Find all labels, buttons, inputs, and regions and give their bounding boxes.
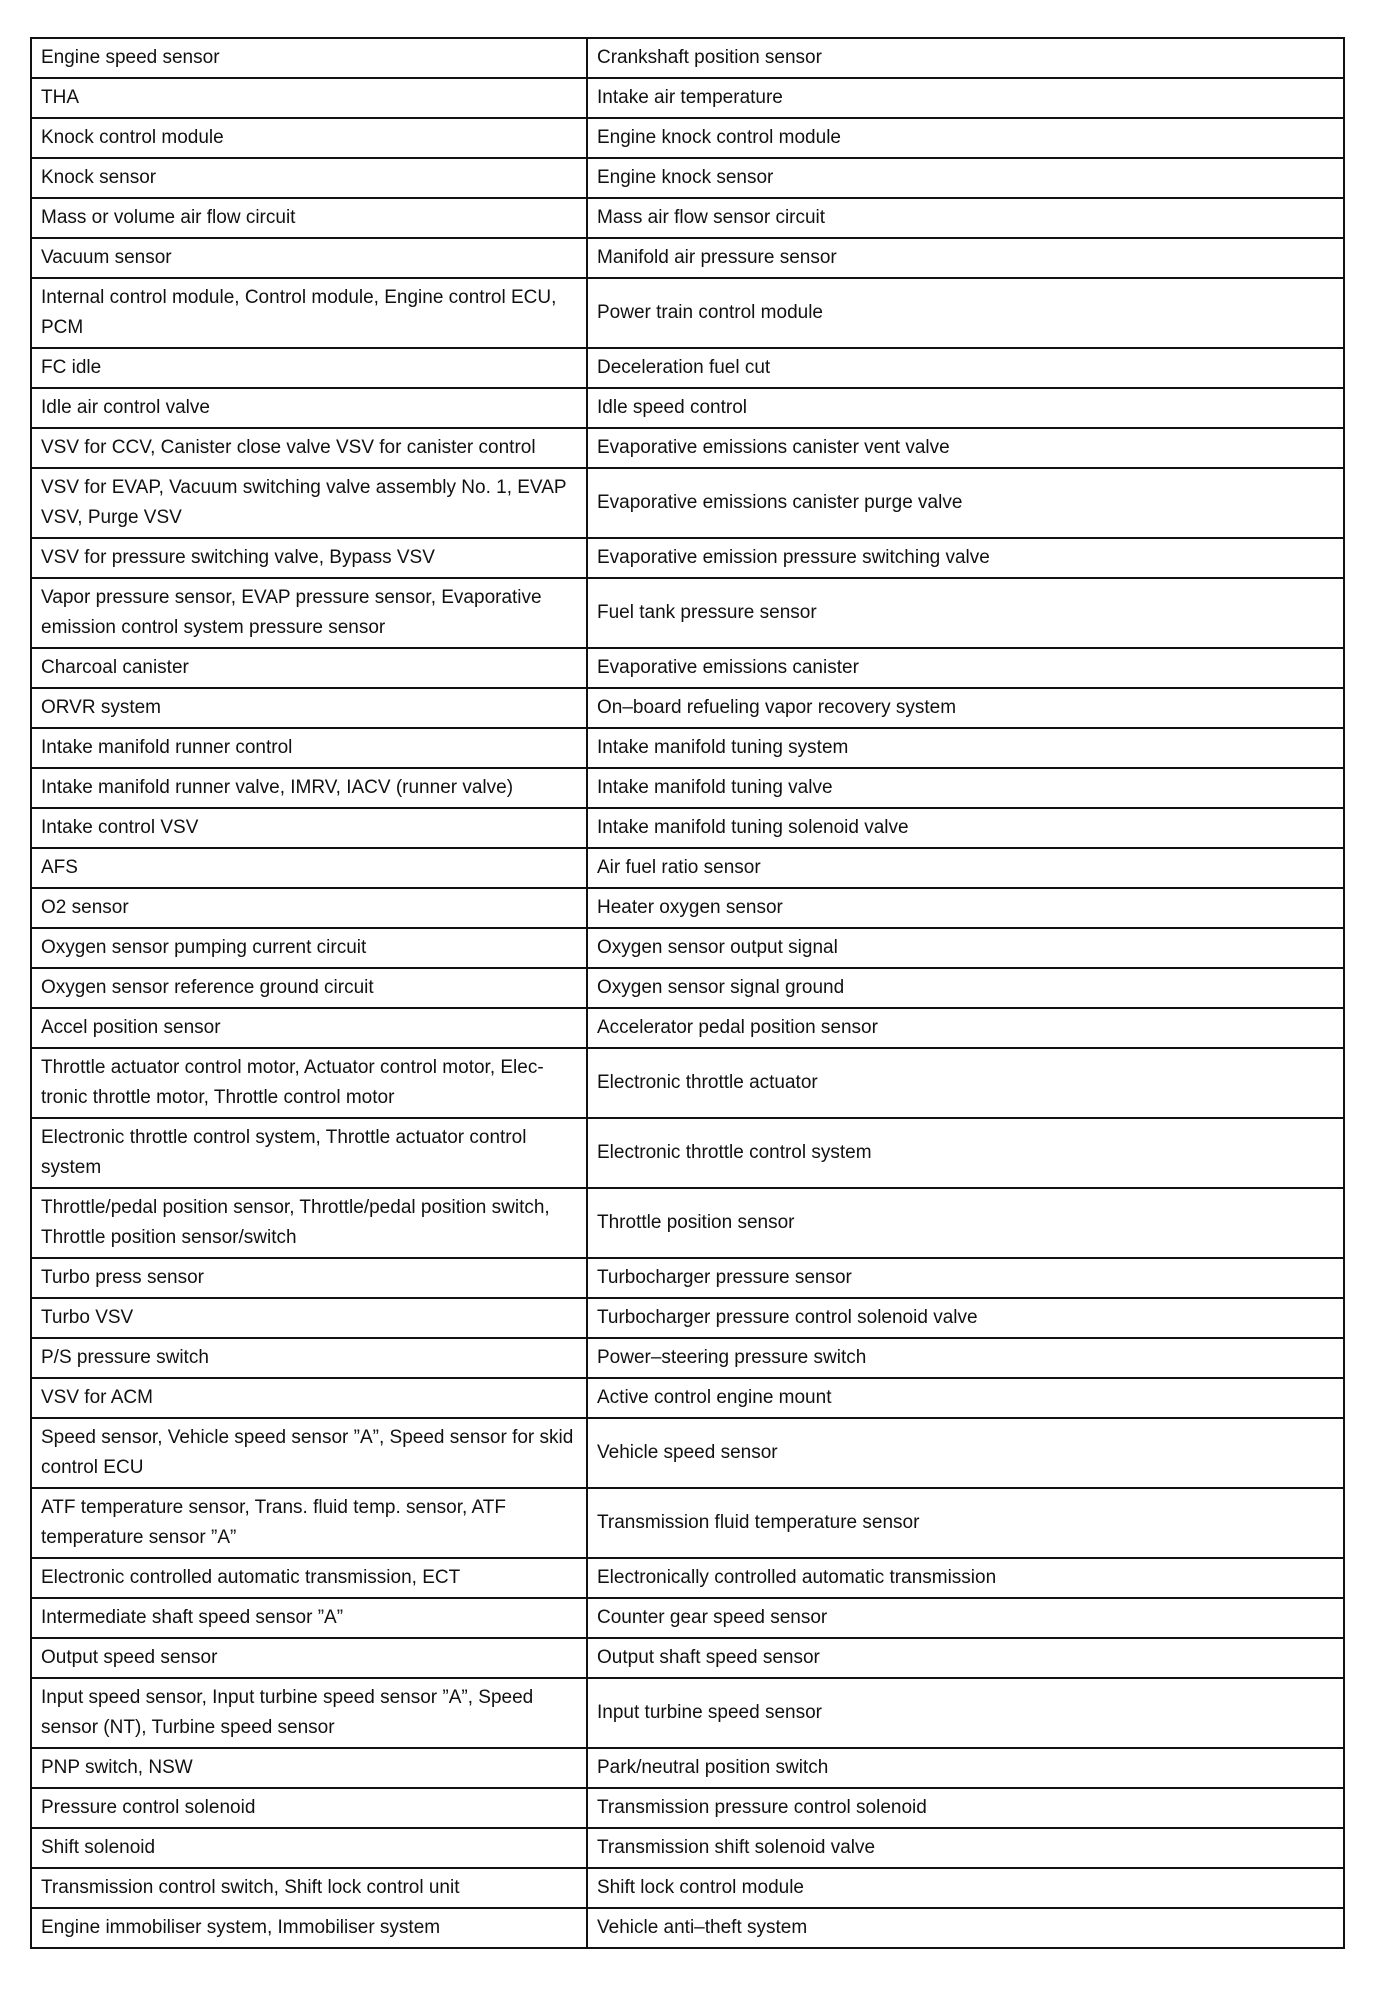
standard-term-cell: Electronic throttle control system (587, 1118, 1344, 1188)
table-row (31, 118, 1344, 158)
table-row (31, 238, 1344, 278)
table-row (31, 1298, 1344, 1338)
table-row (31, 768, 1344, 808)
term-cell: VSV for pressure switching valve, Bypass VSV (31, 538, 587, 578)
standard-term-cell: Engine knock sensor (587, 158, 1344, 198)
table-row (31, 388, 1344, 428)
term-cell: VSV for CCV, Canister close valve VSV for canister control (31, 428, 587, 468)
table-row (31, 968, 1344, 1008)
term-cell: ORVR system (31, 688, 587, 728)
term-cell: Throttle/pedal position sensor, Throttle/pedal position switch, Throttle position sensor/switch (31, 1188, 587, 1258)
standard-term-cell: Air fuel ratio sensor (587, 848, 1344, 888)
standard-term-cell: Turbocharger pressure control solenoid valve (587, 1298, 1344, 1338)
standard-term-cell: Electronic throttle actuator (587, 1048, 1344, 1118)
standard-term-cell: Intake manifold tuning valve (587, 768, 1344, 808)
table-row (31, 1868, 1344, 1908)
table-row (31, 1678, 1344, 1748)
standard-term-cell: Shift lock control module (587, 1868, 1344, 1908)
standard-term-cell: Power–steering pressure switch (587, 1338, 1344, 1378)
standard-term-cell: Crankshaft position sensor (587, 38, 1344, 78)
standard-term-cell: Transmission pressure control solenoid (587, 1788, 1344, 1828)
table-row (31, 1118, 1344, 1188)
standard-term-cell: On–board refueling vapor recovery system (587, 688, 1344, 728)
term-cell: Internal control module, Control module, Engine control ECU, PCM (31, 278, 587, 348)
standard-term-cell: Electronically controlled automatic transmission (587, 1558, 1344, 1598)
term-cell: P/S pressure switch (31, 1338, 587, 1378)
standard-term-cell: Mass air flow sensor circuit (587, 198, 1344, 238)
table-row (31, 1908, 1344, 1948)
standard-term-cell: Manifold air pressure sensor (587, 238, 1344, 278)
table-row (31, 1638, 1344, 1678)
table-row (31, 688, 1344, 728)
standard-term-cell: Active control engine mount (587, 1378, 1344, 1418)
table-row (31, 888, 1344, 928)
standard-term-cell: Counter gear speed sensor (587, 1598, 1344, 1638)
table-row (31, 278, 1344, 348)
table-row (31, 538, 1344, 578)
standard-term-cell: Fuel tank pressure sensor (587, 578, 1344, 648)
standard-term-cell: Oxygen sensor output signal (587, 928, 1344, 968)
standard-term-cell: Intake manifold tuning system (587, 728, 1344, 768)
term-cell: AFS (31, 848, 587, 888)
term-cell: Transmission control switch, Shift lock control unit (31, 1868, 587, 1908)
term-cell: Engine immobiliser system, Immobiliser system (31, 1908, 587, 1948)
table-row (31, 1558, 1344, 1598)
term-cell: Accel position sensor (31, 1008, 587, 1048)
term-cell: Knock control module (31, 118, 587, 158)
table-row (31, 1748, 1344, 1788)
table-row (31, 1048, 1344, 1118)
term-cell: Oxygen sensor reference ground circuit (31, 968, 587, 1008)
standard-term-cell: Evaporative emission pressure switching valve (587, 538, 1344, 578)
table-row (31, 1788, 1344, 1828)
table-row (31, 1378, 1344, 1418)
term-cell: Turbo VSV (31, 1298, 587, 1338)
table-row (31, 1258, 1344, 1298)
term-cell: Speed sensor, Vehicle speed sensor ”A”, Speed sensor for skid control ECU (31, 1418, 587, 1488)
standard-term-cell: Idle speed control (587, 388, 1344, 428)
table-row (31, 428, 1344, 468)
standard-term-cell: Turbocharger pressure sensor (587, 1258, 1344, 1298)
table-row (31, 808, 1344, 848)
table-row (31, 1338, 1344, 1378)
term-cell: Pressure control solenoid (31, 1788, 587, 1828)
term-cell: THA (31, 78, 587, 118)
standard-term-cell: Evaporative emissions canister vent valve (587, 428, 1344, 468)
term-cell: Output speed sensor (31, 1638, 587, 1678)
terminology-table (30, 37, 1345, 1949)
table-row (31, 198, 1344, 238)
table-row (31, 578, 1344, 648)
term-cell: Charcoal canister (31, 648, 587, 688)
term-cell: Intermediate shaft speed sensor ”A” (31, 1598, 587, 1638)
standard-term-cell: Accelerator pedal position sensor (587, 1008, 1344, 1048)
term-cell: O2 sensor (31, 888, 587, 928)
table-row (31, 1598, 1344, 1638)
standard-term-cell: Transmission fluid temperature sensor (587, 1488, 1344, 1558)
term-cell: Vacuum sensor (31, 238, 587, 278)
term-cell: Electronic throttle control system, Throttle actuator control system (31, 1118, 587, 1188)
standard-term-cell: Park/neutral position switch (587, 1748, 1344, 1788)
term-cell: Mass or volume air flow circuit (31, 198, 587, 238)
table-row (31, 1188, 1344, 1258)
standard-term-cell: Heater oxygen sensor (587, 888, 1344, 928)
term-cell: Knock sensor (31, 158, 587, 198)
table-row (31, 158, 1344, 198)
table-row (31, 38, 1344, 78)
standard-term-cell: Deceleration fuel cut (587, 348, 1344, 388)
term-cell: Intake manifold runner valve, IMRV, IACV (runner valve) (31, 768, 587, 808)
standard-term-cell: Input turbine speed sensor (587, 1678, 1344, 1748)
standard-term-cell: Intake manifold tuning solenoid valve (587, 808, 1344, 848)
standard-term-cell: Output shaft speed sensor (587, 1638, 1344, 1678)
standard-term-cell: Intake air temperature (587, 78, 1344, 118)
standard-term-cell: Transmission shift solenoid valve (587, 1828, 1344, 1868)
term-cell: Intake control VSV (31, 808, 587, 848)
standard-term-cell: Power train control module (587, 278, 1344, 348)
table-row (31, 1418, 1344, 1488)
standard-term-cell: Throttle position sensor (587, 1188, 1344, 1258)
table-row (31, 928, 1344, 968)
term-cell: Turbo press sensor (31, 1258, 587, 1298)
standard-term-cell: Vehicle anti–theft system (587, 1908, 1344, 1948)
table-row (31, 1008, 1344, 1048)
table-row (31, 1828, 1344, 1868)
term-cell: Idle air control valve (31, 388, 587, 428)
term-cell: PNP switch, NSW (31, 1748, 587, 1788)
term-cell: Intake manifold runner control (31, 728, 587, 768)
term-cell: FC idle (31, 348, 587, 388)
standard-term-cell: Vehicle speed sensor (587, 1418, 1344, 1488)
table-row (31, 468, 1344, 538)
term-cell: VSV for ACM (31, 1378, 587, 1418)
table-row (31, 648, 1344, 688)
term-cell: Oxygen sensor pumping current circuit (31, 928, 587, 968)
standard-term-cell: Engine knock control module (587, 118, 1344, 158)
standard-term-cell: Oxygen sensor signal ground (587, 968, 1344, 1008)
table-row (31, 728, 1344, 768)
term-cell: VSV for EVAP, Vacuum switching valve assembly No. 1, EVAP VSV, Purge VSV (31, 468, 587, 538)
term-cell: Throttle actuator control motor, Actuator control motor, Elec- tronic throttle motor, Throttle control motor (31, 1048, 587, 1118)
table-row (31, 78, 1344, 118)
term-cell: Vapor pressure sensor, EVAP pressure sensor, Evaporative emission control system pressure sensor (31, 578, 587, 648)
terminology-table-body (31, 38, 1344, 1948)
term-cell: Input speed sensor, Input turbine speed sensor ”A”, Speed sensor (NT), Turbine speed sensor (31, 1678, 587, 1748)
term-cell: Electronic controlled automatic transmission, ECT (31, 1558, 587, 1598)
term-cell: Engine speed sensor (31, 38, 587, 78)
table-row (31, 348, 1344, 388)
term-cell: Shift solenoid (31, 1828, 587, 1868)
standard-term-cell: Evaporative emissions canister (587, 648, 1344, 688)
standard-term-cell: Evaporative emissions canister purge valve (587, 468, 1344, 538)
table-row (31, 848, 1344, 888)
table-row (31, 1488, 1344, 1558)
term-cell: ATF temperature sensor, Trans. fluid temp. sensor, ATF temperature sensor ”A” (31, 1488, 587, 1558)
